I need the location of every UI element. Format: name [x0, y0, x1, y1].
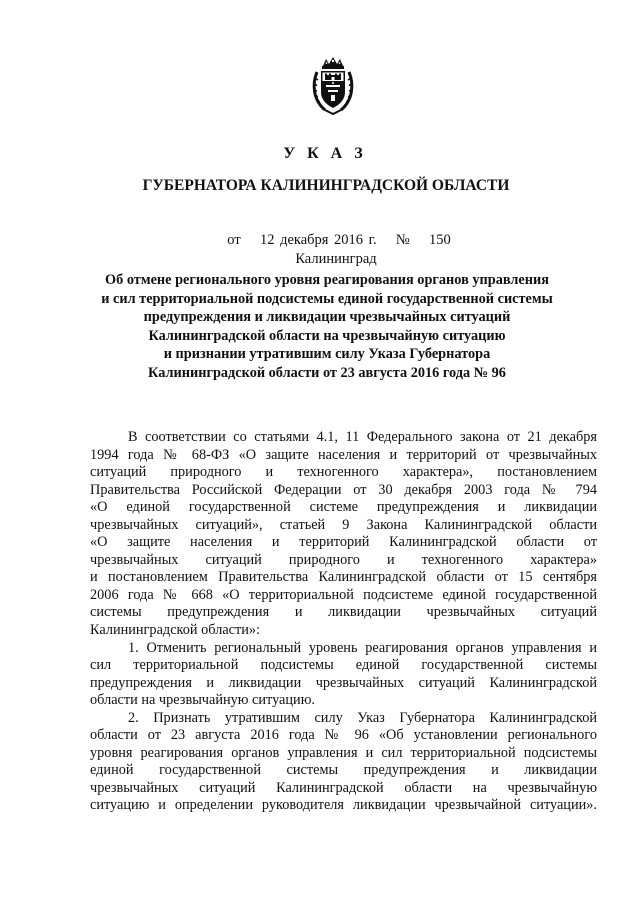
text-line: ситуацию и определении руководителя ликвидации чрезвычайной ситуации».	[90, 797, 597, 814]
text-line: сил территориальной подсистемы единой государственной системы	[90, 657, 597, 674]
text-line: В соответствии со статьями 4.1, 11 Федерального закона от 21 декабря	[128, 429, 597, 445]
text-line: ситуаций природного и техногенного характера», постановлением	[90, 464, 597, 481]
text-line: предупреждения и ликвидации чрезвычайных ситуаций Калининградской	[90, 674, 597, 691]
text-line: чрезвычайных ситуаций», статьей 9 Закона Калининградской области	[90, 516, 597, 533]
text-line: системы предупреждения и ликвидации чрезвычайных ситуаций	[90, 604, 597, 621]
item-2-paragraph	[90, 710, 597, 815]
heading-line: Калининградской области от 23 августа 2016 года № 96	[148, 364, 506, 381]
text-line: области от 23 августа 2016 года № 96 «Об установлении регионального	[90, 727, 597, 744]
heading-line: Калининградской области на чрезвычайную ситуацию	[148, 327, 506, 344]
text-line: 1. Отменить региональный уровень реагирования органов управления и	[128, 639, 597, 656]
text-line: «О защите населения и территорий Калининградской области от	[90, 534, 597, 551]
coat-of-arms-icon	[311, 56, 355, 116]
date-number-line	[0, 232, 640, 249]
issuer-title: ГУБЕРНАТОРА КАЛИНИНГРАДСКОЙ ОБЛАСТИ	[142, 177, 510, 194]
text-line: уровня реагирования органов управления и сил территориальной подсистемы	[90, 744, 597, 761]
text-line: чрезвычайных ситуаций Калининградской области на чрезвычайную	[90, 779, 597, 796]
city: Калининград	[295, 251, 377, 267]
text-line: Калининградской области»:	[90, 622, 261, 639]
text-line: единой государственной системы предупреждения и ликвидации	[90, 762, 597, 779]
text-line: области на чрезвычайную ситуацию.	[90, 692, 315, 709]
heading-line: предупреждения и ликвидации чрезвычайных ситуаций	[143, 309, 511, 326]
heading-line: Об отмене регионального уровня реагирования органов управления	[105, 272, 549, 288]
heading-line: и признании утратившим силу Указа Губернатора	[163, 346, 491, 363]
item-1-paragraph	[90, 640, 597, 710]
text-line: Правительства Российской Федерации от 30 декабря 2003 года № 794	[90, 481, 597, 498]
text-line: 2. Признать утратившим силу Указ Губернатора Калининградской	[128, 709, 597, 726]
heading-line: и сил территориальной подсистемы единой государственной системы	[101, 290, 553, 307]
text-line: 1994 года № 68-ФЗ «О защите населения и территорий от чрезвычайных	[90, 446, 597, 463]
text-line: 2006 года № 668 «О территориальной подсистеме единой государственной	[90, 586, 597, 603]
document-number: 150	[428, 232, 451, 248]
document-heading	[92, 271, 562, 383]
text-line: и постановлением Правительства Калининградской области от 15 сентября	[90, 569, 597, 586]
text-line: «О единой государственной системе предупреждения и ликвидации	[90, 499, 597, 516]
document-type: У К А З	[283, 145, 367, 162]
number-sign: №	[395, 232, 410, 248]
preamble-paragraph	[90, 429, 597, 640]
date-prefix: от	[227, 232, 241, 248]
decree-body	[90, 429, 597, 815]
document-date: 12 декабря 2016 г.	[259, 232, 377, 248]
text-line: чрезвычайных ситуаций природного и техногенного характера»	[90, 551, 597, 568]
